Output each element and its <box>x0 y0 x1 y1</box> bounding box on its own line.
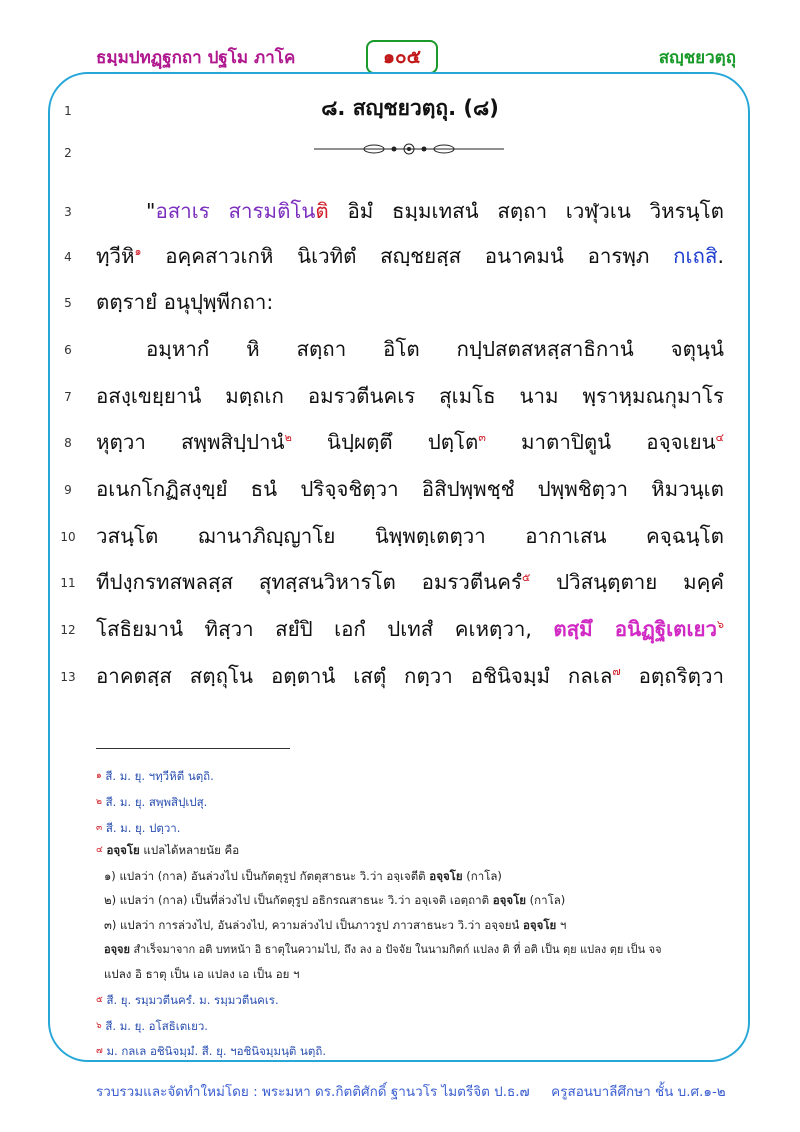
line-number: 7 <box>64 390 72 404</box>
line-number: 11 <box>60 576 76 590</box>
text-line-8: หุตฺวา สพฺพสิปฺปานํ$^๒$ นิปฺผตฺตึ ปตฺโต$^๓$ มาตาปิตูนํ อจฺจเยน$^๔$ <box>96 430 724 454</box>
footnote-4-etymology: อจฺจย สำเร็จมาจาก อติ บทหน้า อิ ธาตุในความไป, ถึง ลง อ ปัจจัย ในนามกิตก์ แปลง ติ ที่ อติ เป็น ตฺย แปลง ตฺย เป็น จจ <box>104 943 662 956</box>
footnote-5: $^๕$ สี. ยุ. รมฺมวตีนครํ. ม. รมฺมวตีนคเร. <box>96 993 279 1007</box>
footnote-4-item-1: ๑) แปลว่า (กาล) อันล่วงไป เป็นกัตตุรูป กัตตุสาธนะ วิ.ว่า อจฺเจตีติ อจฺจโย (กาโล) <box>104 869 502 883</box>
footnote-7: $^๗$ ม. กลเล อชินิจมฺมํ. สี. ยุ. ฯอชินิจมฺมนฺติ นตฺถิ. <box>96 1044 326 1058</box>
ornament-divider <box>314 140 504 158</box>
story-title: สญฺชยวตฺถุ <box>658 48 736 68</box>
text-line-4: ทฺวีหิ$^๑$ อคฺคสาวเกหิ นิเวทิตํ สญฺชยสฺส อนาคมนํ อารพฺภ กเถสิ. <box>96 244 724 268</box>
line-number: 10 <box>60 530 76 544</box>
line-number: 12 <box>60 623 76 637</box>
text-line-13: อาคตสฺส สตฺถุโน อตฺตานํ เสตุํ กตฺวา อชินิจมฺมํ กลเล$^๗$ อตฺถริตฺวา <box>96 664 724 688</box>
story-heading: ๘. สญฺชยวตฺถุ. (๘) <box>321 96 499 120</box>
footer-compiler: รวบรวมและจัดทำใหม่โดย : พระมหา ดร.กิตติศักดิ์ ฐานวโร ไมตรีจิต ป.ธ.๗ ครูสอนบาลีศึกษา ชั้น บ.ศ.๑-๒ <box>96 1084 726 1100</box>
footnote-4-etymology-cont: แปลง อิ ธาตุ เป็น เอ แปลง เอ เป็น อย ฯ <box>104 967 300 981</box>
line-number: 6 <box>64 343 72 357</box>
line-number: 2 <box>64 146 72 160</box>
footnote-4-item-3: ๓) แปลว่า การล่วงไป, อันล่วงไป, ความล่วงไป เป็นภาวรูป ภาวสาธนะว วิ.ว่า อจฺจยนํ อจฺจโย ฯ <box>104 918 567 932</box>
line-number: 5 <box>64 296 72 310</box>
text-line-6: อมฺหากํ หิ สตฺถา อิโต กปฺปสตสหสฺสาธิกานํ จตุนฺนํ <box>146 337 724 361</box>
book-title: ธมฺมปทฏฺฐกถา ปฐโม ภาโค <box>96 48 296 68</box>
page-number: ๑๐๕ <box>366 40 438 74</box>
footnote-4-item-2: ๒) แปลว่า (กาล) เป็นที่ล่วงไป เป็นกัตตุรูป อธิกรณสาธนะ วิ.ว่า อจฺเจติ เอตฺถาติ อจฺจโย (กาโล) <box>104 893 566 907</box>
line-number: 4 <box>64 250 72 264</box>
line-number: 3 <box>64 205 72 219</box>
line-number: 1 <box>64 104 72 118</box>
text-line-3: "อสาเร สารมติโนติ อิมํ ธมฺมเทสนํ สตฺถา เวฬุวเน วิหรนฺโต <box>146 199 724 223</box>
text-line-12: โสธิยมานํ ทิสฺวา สยํปิ เอกํ ปเทสํ คเหตฺวา, ตสฺมึ อนิฏฺฐิเตเยว$^๖$ <box>96 617 724 641</box>
footnote-1: $^๑$ สี. ม. ยุ. ฯทฺวีหิตี นตฺถิ. <box>96 769 214 783</box>
footnote-6: $^๖$ สี. ม. ยุ. อโสธิเตเยว. <box>96 1019 208 1033</box>
footnote-separator <box>96 748 290 749</box>
text-line-5: ตตฺรายํ อนุปุพฺพีกถา: <box>96 290 274 314</box>
line-number: 8 <box>64 436 72 450</box>
footnote-3: $^๓$ สี. ม. ยุ. ปตฺวา. <box>96 821 181 835</box>
text-line-9: อเนกโกฏิสงฺขฺยํ ธนํ ปริจฺจชิตฺวา อิสิปพฺพชฺชํ ปพฺพชิตฺวา หิมวนฺเต <box>96 477 724 501</box>
text-line-11: ทีปงฺกรทสพลสฺส สุทสฺสนวิหารโต อมรวตีนครํ$^๕$ ปวิสนฺตฺตาย มคฺคํ <box>96 570 725 594</box>
line-number: 9 <box>64 483 72 497</box>
line-number: 13 <box>60 670 76 684</box>
footnote-4: $^๔$ อจฺจโย แปลได้หลายนัย คือ <box>96 843 240 857</box>
text-line-10: วสนฺโต ฌานาภิญฺญาโย นิพฺพตฺเตตฺวา อากาเสน คจฺฉนฺโต <box>96 524 724 548</box>
text-line-7: อสงฺเขยฺยานํ มตฺถเก อมรวตีนคเร สุเมโธ นาม พฺราหฺมณกุมาโร <box>96 384 724 408</box>
footnote-2: $^๒$ สี. ม. ยุ. สพฺพสิปฺเปสุ. <box>96 795 208 809</box>
